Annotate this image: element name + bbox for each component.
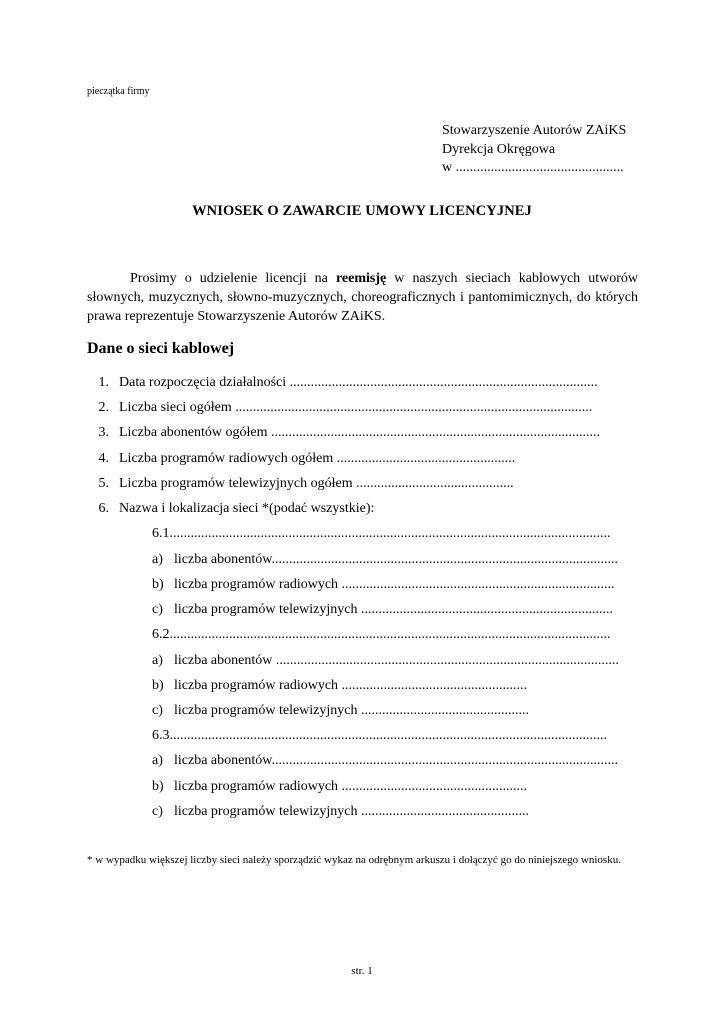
list-item (87, 424, 647, 442)
list-item (152, 601, 640, 619)
sub-item-letter: a) (152, 653, 163, 668)
sub-item-text: liczba programów radiowych ..................................................... (174, 678, 528, 693)
list-item (87, 374, 647, 392)
document-title: WNIOSEK O ZAWARCIE UMOWY LICENCYJNEJ (192, 203, 532, 219)
list-item (87, 399, 647, 417)
sub-item-letter: c) (152, 703, 163, 718)
item-text: Nazwa i lokalizacja sieci *(podać wszystkie): (119, 501, 375, 516)
sub-item-letter: b) (152, 779, 164, 794)
company-stamp-label: pieczątka firmy (87, 86, 150, 97)
list-item (87, 450, 647, 468)
item-text: Liczba programów telewizyjnych ogółem ............................................. (119, 476, 514, 491)
list-item (152, 702, 640, 720)
item-number: 3. (98, 425, 109, 440)
sub-item-text: liczba programów radiowych ..................................................... (174, 779, 528, 794)
item-text: Data rozpoczęcia działalności ........................................................................................ (119, 375, 598, 390)
item-number: 2. (98, 400, 109, 415)
sub-item-text: liczba programów telewizyjnych ................................................ (174, 703, 529, 718)
sub-item-letter: b) (152, 577, 164, 592)
list-item (152, 652, 640, 670)
recipient-line-organization: Stowarzyszenie Autorów ZAiKS (442, 123, 627, 138)
list-item (152, 778, 640, 796)
intro-text-before: Prosimy o udzielenie licencji na (130, 271, 336, 286)
section-heading: Dane o sieci kablowej (87, 340, 235, 357)
list-item (152, 576, 640, 594)
sub-item-text: liczba programów telewizyjnych ........................................................................ (174, 602, 613, 617)
list-item (152, 752, 640, 770)
recipient-line-directorate: Dyrekcja Okręgowa (442, 141, 556, 157)
page-number: str. 1 (351, 965, 373, 977)
intro-paragraph (87, 270, 638, 326)
sub-item-text: liczba abonentów .................................................................................................. (174, 653, 619, 668)
list-item (152, 551, 640, 569)
list-item (87, 500, 647, 518)
sub-item-letter: c) (152, 602, 163, 617)
sub-item-text: liczba programów radiowych .............................................................................. (174, 577, 615, 592)
sub-item-letter: c) (152, 804, 163, 819)
sub-item-letter: a) (152, 753, 163, 768)
item-number: 1. (98, 375, 109, 390)
recipient-address (442, 122, 626, 178)
sub-item-letter: b) (152, 678, 164, 693)
network-label-6-2: 6.2.............................................................................................................................. (152, 627, 611, 642)
network-label-6-1: 6.1.............................................................................................................................. (152, 526, 611, 541)
list-item (152, 803, 640, 821)
network-label-6-3: 6.3............................................................................................................................. (152, 728, 607, 743)
item-text: Liczba sieci ogółem ...................................................................................................... (119, 400, 593, 415)
item-number: 4. (98, 451, 109, 466)
sub-item-text: liczba programów telewizyjnych ................................................ (174, 804, 529, 819)
list-item (152, 677, 640, 695)
item-text: Liczba abonentów ogółem .............................................................................................. (119, 425, 601, 440)
sub-item-text: liczba abonentów................................................................................................... (174, 753, 618, 768)
sub-item-letter: a) (152, 552, 163, 567)
intro-text-after: w naszych sieciach kablowych utworów słownych, muzycznych, słowno-muzycznych, choreograficznych i pantomimicznych, do których prawa reprezentuje Stowarzyszenie Autorów ZAiKS. (87, 271, 638, 324)
item-text: Liczba programów radiowych ogółem ................................................... (119, 451, 516, 466)
item-number: 6. (98, 501, 109, 516)
recipient-line-location: w ................................................ (442, 160, 624, 175)
intro-bold-term: reemisję (335, 271, 387, 286)
sub-item-text: liczba abonentów................................................................................................... (174, 552, 618, 567)
item-number: 5. (98, 476, 109, 491)
list-item (87, 475, 647, 493)
footnote: * w wypadku większej liczby sieci należy sporządzić wykaz na odrębnym arkuszu i dołączyć go do niniejszego wniosku. (87, 854, 621, 866)
